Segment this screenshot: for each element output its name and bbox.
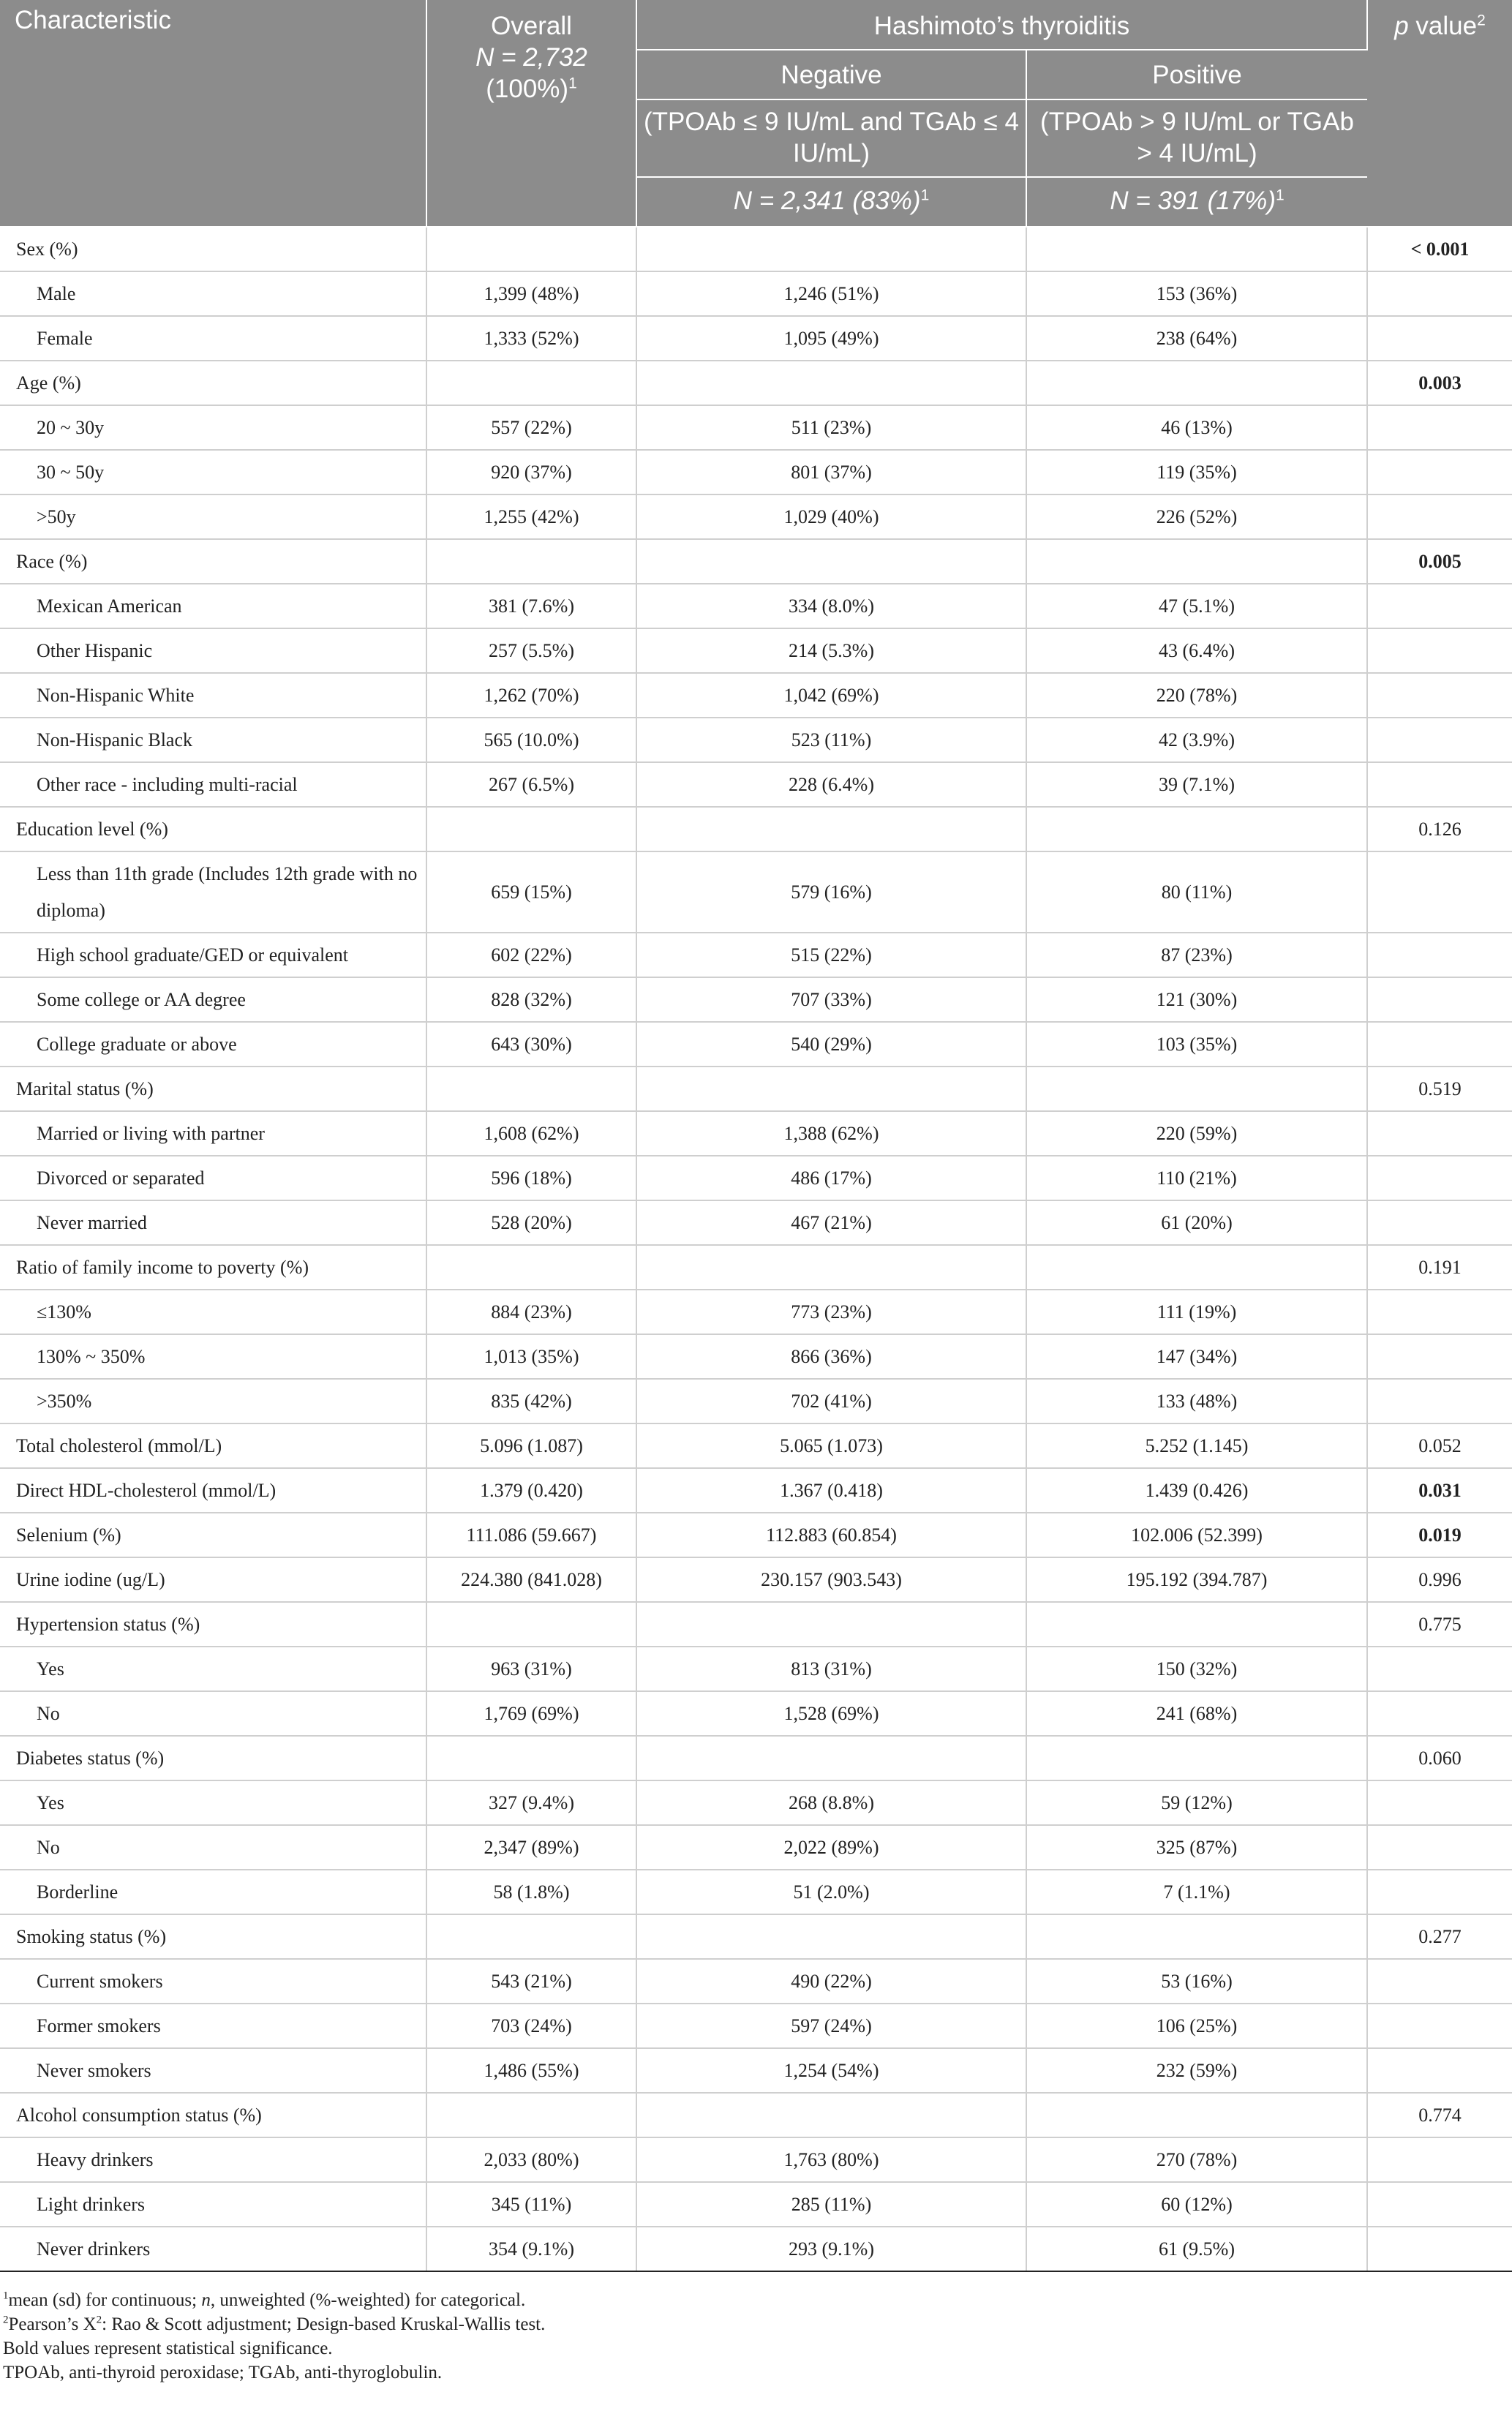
cell-characteristic: Diabetes status (%) <box>0 1736 426 1780</box>
cell-negative <box>636 1245 1026 1290</box>
cell-pvalue <box>1367 1870 1512 1914</box>
cell-overall: 345 (11%) <box>426 2182 636 2227</box>
cell-characteristic: No <box>0 1825 426 1870</box>
cell-overall <box>426 227 636 271</box>
cell-overall: 5.096 (1.087) <box>426 1423 636 1468</box>
cell-overall: 557 (22%) <box>426 405 636 450</box>
cell-pvalue <box>1367 673 1512 718</box>
cell-pvalue: 0.052 <box>1367 1423 1512 1468</box>
cell-negative: 707 (33%) <box>636 977 1026 1022</box>
table-row-subcategory <box>0 1691 1512 1736</box>
cell-characteristic: Female <box>0 316 426 361</box>
cell-overall: 381 (7.6%) <box>426 584 636 628</box>
cell-negative: 801 (37%) <box>636 450 1026 494</box>
cell-negative: 813 (31%) <box>636 1647 1026 1691</box>
cell-characteristic: 20 ~ 30y <box>0 405 426 450</box>
cell-pvalue <box>1367 2182 1512 2227</box>
cell-pvalue <box>1367 2137 1512 2182</box>
cell-positive: 150 (32%) <box>1026 1647 1367 1691</box>
cell-overall <box>426 1914 636 1959</box>
cell-negative: 702 (41%) <box>636 1379 1026 1423</box>
cell-pvalue <box>1367 762 1512 807</box>
cell-characteristic: Urine iodine (ug/L) <box>0 1557 426 1602</box>
header-positive: Positive <box>1026 50 1367 99</box>
table-row-subcategory <box>0 1156 1512 1200</box>
cell-pvalue <box>1367 2004 1512 2048</box>
cell-negative <box>636 1736 1026 1780</box>
cell-positive: 232 (59%) <box>1026 2048 1367 2093</box>
cell-characteristic: Smoking status (%) <box>0 1914 426 1959</box>
cell-positive: 153 (36%) <box>1026 271 1367 316</box>
cell-overall: 596 (18%) <box>426 1156 636 1200</box>
table-row-subcategory <box>0 1290 1512 1334</box>
header-positive-n: N = 391 $(17\%)^1$ <box>1026 177 1367 227</box>
cell-positive: 1.439 (0.426) <box>1026 1468 1367 1513</box>
cell-characteristic: Yes <box>0 1647 426 1691</box>
cell-characteristic: Heavy drinkers <box>0 2137 426 2182</box>
cell-characteristic: Less than 11th grade (Includes 12th grade with no diploma) <box>0 851 426 933</box>
table-row-category <box>0 361 1512 405</box>
cell-pvalue <box>1367 1825 1512 1870</box>
cell-positive: 325 (87%) <box>1026 1825 1367 1870</box>
cell-overall <box>426 1067 636 1111</box>
cell-negative: 1,095 (49%) <box>636 316 1026 361</box>
cell-pvalue <box>1367 1111 1512 1156</box>
cell-characteristic: Borderline <box>0 1870 426 1914</box>
cell-positive: 270 (78%) <box>1026 2137 1367 2182</box>
cell-characteristic: Hypertension status (%) <box>0 1602 426 1647</box>
cell-overall <box>426 2093 636 2137</box>
cell-negative: 486 (17%) <box>636 1156 1026 1200</box>
header-overall-pct: $(100\%)^1$ <box>486 75 577 103</box>
cell-pvalue <box>1367 851 1512 933</box>
cell-pvalue: 0.060 <box>1367 1736 1512 1780</box>
cell-characteristic: Divorced or separated <box>0 1156 426 1200</box>
cell-negative: 523 (11%) <box>636 718 1026 762</box>
cell-positive: 133 (48%) <box>1026 1379 1367 1423</box>
table-row-subcategory <box>0 762 1512 807</box>
cell-negative: 214 (5.3%) <box>636 628 1026 673</box>
cell-negative: 268 (8.8%) <box>636 1780 1026 1825</box>
cell-overall: 920 (37%) <box>426 450 636 494</box>
cell-overall: 1,399 (48%) <box>426 271 636 316</box>
cell-positive <box>1026 807 1367 851</box>
cell-characteristic: Non-Hispanic White <box>0 673 426 718</box>
cell-positive <box>1026 1914 1367 1959</box>
cell-characteristic: Married or living with partner <box>0 1111 426 1156</box>
header-hashimoto: Hashimoto’s thyroiditis <box>636 0 1367 50</box>
table-row-subcategory <box>0 977 1512 1022</box>
cell-characteristic: Non-Hispanic Black <box>0 718 426 762</box>
cell-pvalue: 0.519 <box>1367 1067 1512 1111</box>
cell-positive: 59 (12%) <box>1026 1780 1367 1825</box>
cell-characteristic: Race (%) <box>0 539 426 584</box>
cell-positive: 119 (35%) <box>1026 450 1367 494</box>
cell-characteristic: No <box>0 1691 426 1736</box>
cell-overall: 111.086 (59.667) <box>426 1513 636 1557</box>
cell-pvalue <box>1367 933 1512 977</box>
cell-overall: 828 (32%) <box>426 977 636 1022</box>
cell-pvalue <box>1367 271 1512 316</box>
table-row-category <box>0 1602 1512 1647</box>
footnote-2: $^2$Pearson’s $X^2$: Rao & Scott adjustment; Design-based Kruskal-Wallis test. <box>3 2314 546 2334</box>
cell-negative: 230.157 (903.543) <box>636 1557 1026 1602</box>
cell-overall <box>426 1602 636 1647</box>
table-row-category <box>0 1423 1512 1468</box>
cell-overall: 543 (21%) <box>426 1959 636 2004</box>
table-row-subcategory <box>0 1870 1512 1914</box>
footnote-1: $^1$mean (sd) for continuous; n, unweighted (%-weighted) for categorical. <box>3 2290 526 2310</box>
cell-characteristic: Other race - including multi-racial <box>0 762 426 807</box>
cell-positive: 111 (19%) <box>1026 1290 1367 1334</box>
cell-characteristic: >50y <box>0 494 426 539</box>
table-header <box>0 0 1512 227</box>
cell-positive <box>1026 1245 1367 1290</box>
cell-negative: 334 (8.0%) <box>636 584 1026 628</box>
table-row-subcategory <box>0 2182 1512 2227</box>
cell-negative <box>636 807 1026 851</box>
cell-positive: 60 (12%) <box>1026 2182 1367 2227</box>
cell-negative: 773 (23%) <box>636 1290 1026 1334</box>
cell-pvalue <box>1367 494 1512 539</box>
cell-characteristic: ≤130% <box>0 1290 426 1334</box>
cell-pvalue <box>1367 977 1512 1022</box>
table-row-subcategory <box>0 450 1512 494</box>
cell-positive: 121 (30%) <box>1026 977 1367 1022</box>
cell-pvalue: 0.775 <box>1367 1602 1512 1647</box>
table-row-category <box>0 227 1512 271</box>
table-row-subcategory <box>0 628 1512 673</box>
cell-pvalue <box>1367 405 1512 450</box>
cell-characteristic: College graduate or above <box>0 1022 426 1067</box>
table-row-subcategory <box>0 1200 1512 1245</box>
cell-pvalue: 0.126 <box>1367 807 1512 851</box>
cell-pvalue <box>1367 2227 1512 2271</box>
cell-overall: 58 (1.8%) <box>426 1870 636 1914</box>
cell-overall <box>426 1736 636 1780</box>
cell-positive: 220 (78%) <box>1026 673 1367 718</box>
cell-negative: 597 (24%) <box>636 2004 1026 2048</box>
cell-negative <box>636 539 1026 584</box>
cell-overall <box>426 1245 636 1290</box>
cell-characteristic: Some college or AA degree <box>0 977 426 1022</box>
table-row-subcategory <box>0 2004 1512 2048</box>
table-row-subcategory <box>0 1022 1512 1067</box>
cell-characteristic: Direct HDL-cholesterol (mmol/L) <box>0 1468 426 1513</box>
cell-overall: 1,255 (42%) <box>426 494 636 539</box>
cell-overall: 1.379 (0.420) <box>426 1468 636 1513</box>
cell-overall: 1,486 (55%) <box>426 2048 636 2093</box>
cell-overall: 267 (6.5%) <box>426 762 636 807</box>
cell-characteristic: Sex (%) <box>0 227 426 271</box>
cell-overall: 659 (15%) <box>426 851 636 933</box>
cell-negative: 5.065 (1.073) <box>636 1423 1026 1468</box>
cell-characteristic: Light drinkers <box>0 2182 426 2227</box>
cell-overall: 1,013 (35%) <box>426 1334 636 1379</box>
cell-overall <box>426 361 636 405</box>
cell-negative: 293 (9.1%) <box>636 2227 1026 2271</box>
cell-pvalue <box>1367 1959 1512 2004</box>
table-row-subcategory <box>0 1334 1512 1379</box>
cell-characteristic: Former smokers <box>0 2004 426 2048</box>
header-negative-n: N = 2,341 $(83\%)^1$ <box>636 177 1026 227</box>
cell-negative: 515 (22%) <box>636 933 1026 977</box>
cell-overall: 1,608 (62%) <box>426 1111 636 1156</box>
cell-pvalue <box>1367 718 1512 762</box>
cell-positive: 53 (16%) <box>1026 1959 1367 2004</box>
cell-negative: 1,246 (51%) <box>636 271 1026 316</box>
cell-negative <box>636 361 1026 405</box>
cell-pvalue: 0.191 <box>1367 1245 1512 1290</box>
table-row-category <box>0 2093 1512 2137</box>
table-row-subcategory <box>0 494 1512 539</box>
cell-characteristic: Never married <box>0 1200 426 1245</box>
cell-negative: 579 (16%) <box>636 851 1026 933</box>
table-row-subcategory <box>0 718 1512 762</box>
cell-overall: 528 (20%) <box>426 1200 636 1245</box>
cell-negative: 1,042 (69%) <box>636 673 1026 718</box>
cell-positive: 42 (3.9%) <box>1026 718 1367 762</box>
table-row-subcategory <box>0 1825 1512 1870</box>
table-row-subcategory <box>0 1647 1512 1691</box>
footnotes <box>0 2288 1512 2385</box>
cell-pvalue <box>1367 1647 1512 1691</box>
cell-characteristic: Never drinkers <box>0 2227 426 2271</box>
table-row-subcategory <box>0 1959 1512 2004</box>
header-overall-n: N = 2,732 <box>475 43 587 72</box>
header-positive-definition: (TPOAb > 9 IU/mL or TGAb > 4 IU/mL) <box>1026 99 1367 177</box>
cell-overall: 2,033 (80%) <box>426 2137 636 2182</box>
table-row-subcategory <box>0 584 1512 628</box>
table-row-subcategory <box>0 2137 1512 2182</box>
cell-positive <box>1026 1602 1367 1647</box>
cell-characteristic: 130% ~ 350% <box>0 1334 426 1379</box>
cell-characteristic: Current smokers <box>0 1959 426 2004</box>
table-row-category <box>0 1557 1512 1602</box>
cell-pvalue <box>1367 1022 1512 1067</box>
table-row-category <box>0 1245 1512 1290</box>
cell-pvalue <box>1367 1156 1512 1200</box>
cell-characteristic: Age (%) <box>0 361 426 405</box>
cell-overall: 963 (31%) <box>426 1647 636 1691</box>
cell-pvalue: 0.003 <box>1367 361 1512 405</box>
cell-negative <box>636 227 1026 271</box>
cell-positive <box>1026 361 1367 405</box>
footnote-4: TPOAb, anti-thyroid peroxidase; TGAb, anti-thyroglobulin. <box>3 2363 443 2382</box>
cell-negative <box>636 1602 1026 1647</box>
cell-negative: 540 (29%) <box>636 1022 1026 1067</box>
cell-pvalue <box>1367 1691 1512 1736</box>
cell-negative: 1,763 (80%) <box>636 2137 1026 2182</box>
cell-negative <box>636 1914 1026 1959</box>
cell-overall: 565 (10.0%) <box>426 718 636 762</box>
cell-positive: 7 (1.1%) <box>1026 1870 1367 1914</box>
cell-negative: 285 (11%) <box>636 2182 1026 2227</box>
cell-negative: 1,254 (54%) <box>636 2048 1026 2093</box>
cell-characteristic: Mexican American <box>0 584 426 628</box>
cell-positive: 46 (13%) <box>1026 405 1367 450</box>
cell-overall: 884 (23%) <box>426 1290 636 1334</box>
cell-positive: 47 (5.1%) <box>1026 584 1367 628</box>
table-row-subcategory <box>0 673 1512 718</box>
cell-positive <box>1026 1067 1367 1111</box>
cell-characteristic: Education level (%) <box>0 807 426 851</box>
header-overall <box>426 0 636 227</box>
cell-pvalue <box>1367 1379 1512 1423</box>
cell-characteristic: Male <box>0 271 426 316</box>
cell-overall <box>426 807 636 851</box>
cell-characteristic: >350% <box>0 1379 426 1423</box>
table-row-category <box>0 1067 1512 1111</box>
cell-positive <box>1026 227 1367 271</box>
cell-pvalue <box>1367 1200 1512 1245</box>
cell-negative: 490 (22%) <box>636 1959 1026 2004</box>
cell-positive <box>1026 539 1367 584</box>
cell-pvalue <box>1367 2048 1512 2093</box>
cell-overall: 224.380 (841.028) <box>426 1557 636 1602</box>
cell-positive: 241 (68%) <box>1026 1691 1367 1736</box>
cell-negative: 51 (2.0%) <box>636 1870 1026 1914</box>
table-row-category <box>0 1468 1512 1513</box>
table-row-category <box>0 1513 1512 1557</box>
cell-overall: 327 (9.4%) <box>426 1780 636 1825</box>
cell-negative: 866 (36%) <box>636 1334 1026 1379</box>
cell-overall: 2,347 (89%) <box>426 1825 636 1870</box>
cell-positive: 195.192 (394.787) <box>1026 1557 1367 1602</box>
cell-positive: 39 (7.1%) <box>1026 762 1367 807</box>
cell-overall <box>426 539 636 584</box>
cell-positive: 102.006 (52.399) <box>1026 1513 1367 1557</box>
cell-characteristic: Never smokers <box>0 2048 426 2093</box>
header-negative: Negative <box>636 50 1026 99</box>
cell-positive: 61 (20%) <box>1026 1200 1367 1245</box>
cell-pvalue <box>1367 1290 1512 1334</box>
table-row-category <box>0 539 1512 584</box>
cell-positive: 147 (34%) <box>1026 1334 1367 1379</box>
cell-positive: 43 (6.4%) <box>1026 628 1367 673</box>
table-row-subcategory <box>0 316 1512 361</box>
cell-pvalue: < 0.001 <box>1367 227 1512 271</box>
cell-positive: 61 (9.5%) <box>1026 2227 1367 2271</box>
cell-pvalue <box>1367 450 1512 494</box>
table-row-category <box>0 1736 1512 1780</box>
cell-positive: 106 (25%) <box>1026 2004 1367 2048</box>
table-row-subcategory <box>0 1379 1512 1423</box>
footnote-3: Bold values represent statistical significance. <box>3 2339 333 2358</box>
cell-pvalue <box>1367 1780 1512 1825</box>
cell-pvalue <box>1367 628 1512 673</box>
table-row-subcategory <box>0 271 1512 316</box>
header-characteristic: Characteristic <box>0 0 426 227</box>
cell-positive: 5.252 (1.145) <box>1026 1423 1367 1468</box>
cell-positive <box>1026 1736 1367 1780</box>
cell-positive <box>1026 2093 1367 2137</box>
cell-overall: 257 (5.5%) <box>426 628 636 673</box>
cell-negative: 112.883 (60.854) <box>636 1513 1026 1557</box>
cell-positive: 103 (35%) <box>1026 1022 1367 1067</box>
cell-characteristic: Alcohol consumption status (%) <box>0 2093 426 2137</box>
cell-characteristic: Other Hispanic <box>0 628 426 673</box>
cell-pvalue: 0.277 <box>1367 1914 1512 1959</box>
cell-pvalue: 0.774 <box>1367 2093 1512 2137</box>
header-negative-definition: (TPOAb ≤ 9 IU/mL and TGAb ≤ 4 IU/mL) <box>636 99 1026 177</box>
table-row-subcategory <box>0 933 1512 977</box>
table-row-category <box>0 807 1512 851</box>
table-row-subcategory <box>0 851 1512 933</box>
cell-overall: 602 (22%) <box>426 933 636 977</box>
cell-negative: 1,029 (40%) <box>636 494 1026 539</box>
cell-positive: 238 (64%) <box>1026 316 1367 361</box>
cell-negative: 467 (21%) <box>636 1200 1026 1245</box>
table-row-subcategory <box>0 405 1512 450</box>
cell-negative: 511 (23%) <box>636 405 1026 450</box>
cell-positive: 110 (21%) <box>1026 1156 1367 1200</box>
cell-negative: 2,022 (89%) <box>636 1825 1026 1870</box>
header-pvalue: p value$^2$ <box>1367 0 1512 227</box>
cell-characteristic: Marital status (%) <box>0 1067 426 1111</box>
cell-overall: 703 (24%) <box>426 2004 636 2048</box>
cell-negative: 1,388 (62%) <box>636 1111 1026 1156</box>
cell-characteristic: 30 ~ 50y <box>0 450 426 494</box>
cell-pvalue: 0.031 <box>1367 1468 1512 1513</box>
cell-characteristic: Yes <box>0 1780 426 1825</box>
cell-pvalue <box>1367 584 1512 628</box>
cell-positive: 226 (52%) <box>1026 494 1367 539</box>
cell-negative <box>636 2093 1026 2137</box>
cell-overall: 354 (9.1%) <box>426 2227 636 2271</box>
cell-overall: 1,333 (52%) <box>426 316 636 361</box>
table-row-category <box>0 1914 1512 1959</box>
cell-pvalue: 0.019 <box>1367 1513 1512 1557</box>
table-body <box>0 227 1512 2271</box>
cell-negative: 228 (6.4%) <box>636 762 1026 807</box>
cell-pvalue: 0.005 <box>1367 539 1512 584</box>
cell-negative: 1,528 (69%) <box>636 1691 1026 1736</box>
cell-negative: 1.367 (0.418) <box>636 1468 1026 1513</box>
cell-characteristic: High school graduate/GED or equivalent <box>0 933 426 977</box>
cell-overall: 1,262 (70%) <box>426 673 636 718</box>
table-row-subcategory <box>0 1111 1512 1156</box>
cell-characteristic: Ratio of family income to poverty (%) <box>0 1245 426 1290</box>
cell-positive: 87 (23%) <box>1026 933 1367 977</box>
header-overall-title: Overall <box>491 12 572 40</box>
cell-pvalue <box>1367 1334 1512 1379</box>
table-row-subcategory <box>0 1780 1512 1825</box>
cell-overall: 1,769 (69%) <box>426 1691 636 1736</box>
cell-overall: 835 (42%) <box>426 1379 636 1423</box>
table-row-subcategory <box>0 2048 1512 2093</box>
table-row-subcategory <box>0 2227 1512 2271</box>
cell-pvalue: 0.996 <box>1367 1557 1512 1602</box>
cell-positive: 80 (11%) <box>1026 851 1367 933</box>
cell-characteristic: Selenium (%) <box>0 1513 426 1557</box>
cell-pvalue <box>1367 316 1512 361</box>
cell-characteristic: Total cholesterol (mmol/L) <box>0 1423 426 1468</box>
cell-positive: 220 (59%) <box>1026 1111 1367 1156</box>
cell-negative <box>636 1067 1026 1111</box>
cell-overall: 643 (30%) <box>426 1022 636 1067</box>
